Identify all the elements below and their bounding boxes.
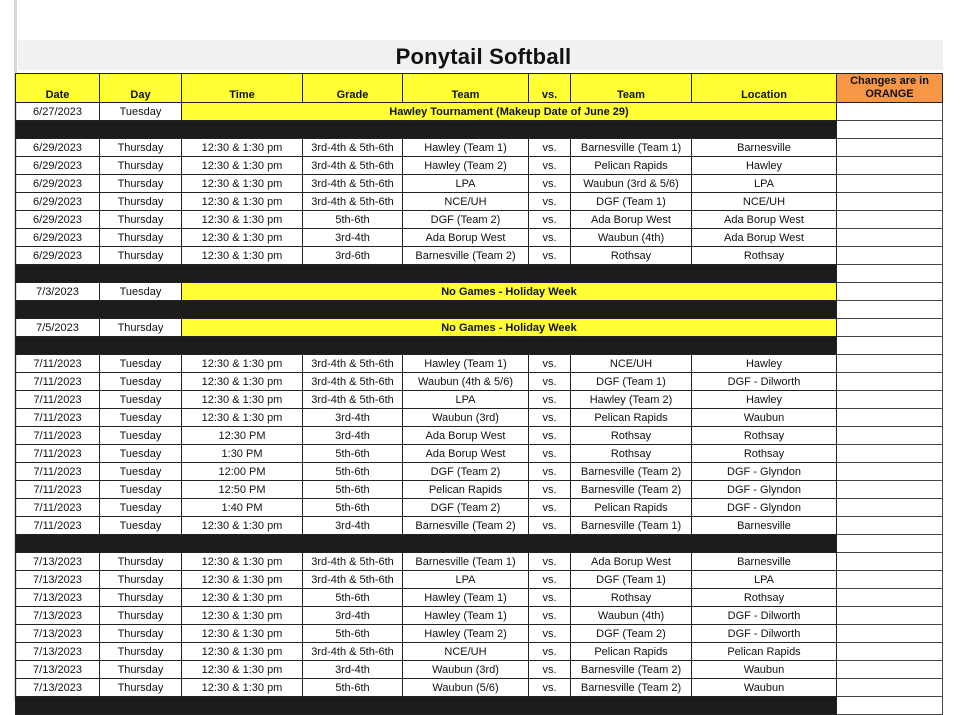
game-row [16, 463, 943, 481]
opponent-cell: Rothsay [571, 445, 692, 463]
team-cell: Waubun (3rd) [403, 661, 529, 679]
time-cell: 12:30 & 1:30 pm [182, 643, 303, 661]
location-cell: Barnesville [692, 139, 837, 157]
team-cell: Ada Borup West [403, 229, 529, 247]
vs-cell: vs. [529, 517, 571, 535]
vs-cell: vs. [529, 373, 571, 391]
date-cell: 7/13/2023 [16, 625, 100, 643]
vs-cell: vs. [529, 409, 571, 427]
date-cell: 7/11/2023 [16, 355, 100, 373]
grade-cell: 3rd-4th [303, 409, 403, 427]
grade-cell: 3rd-4th & 5th-6th [303, 553, 403, 571]
changes-cell [837, 409, 943, 427]
team-cell: Waubun (4th & 5/6) [403, 373, 529, 391]
changes-cell [837, 445, 943, 463]
grade-cell: 3rd-4th & 5th-6th [303, 139, 403, 157]
vs-cell: vs. [529, 139, 571, 157]
header-time: Time [182, 74, 303, 103]
schedule-body [16, 103, 943, 715]
day-cell: Thursday [100, 157, 182, 175]
date-cell: 6/29/2023 [16, 175, 100, 193]
header-location: Location [692, 74, 837, 103]
day-cell: Thursday [100, 193, 182, 211]
grade-cell: 3rd-6th [303, 247, 403, 265]
changes-cell [837, 499, 943, 517]
date-cell: 6/29/2023 [16, 211, 100, 229]
location-cell: Waubun [692, 679, 837, 697]
grade-cell: 3rd-4th [303, 517, 403, 535]
grade-cell: 3rd-4th & 5th-6th [303, 355, 403, 373]
grade-cell: 5th-6th [303, 481, 403, 499]
time-cell: 12:30 & 1:30 pm [182, 391, 303, 409]
team-cell: Barnesville (Team 2) [403, 247, 529, 265]
team-cell: Hawley (Team 1) [403, 355, 529, 373]
team-cell: Pelican Rapids [403, 481, 529, 499]
date-cell: 7/13/2023 [16, 553, 100, 571]
note-banner: Hawley Tournament (Makeup Date of June 29) [182, 103, 837, 121]
opponent-cell: DGF (Team 2) [571, 625, 692, 643]
opponent-cell: Barnesville (Team 2) [571, 481, 692, 499]
changes-cell [837, 283, 943, 301]
location-cell: LPA [692, 571, 837, 589]
changes-cell [837, 697, 943, 715]
time-cell: 12:30 & 1:30 pm [182, 229, 303, 247]
vs-cell: vs. [529, 193, 571, 211]
time-cell: 12:30 & 1:30 pm [182, 157, 303, 175]
grade-cell: 3rd-4th & 5th-6th [303, 193, 403, 211]
team-cell: Hawley (Team 1) [403, 589, 529, 607]
opponent-cell: Waubun (3rd & 5/6) [571, 175, 692, 193]
changes-cell [837, 337, 943, 355]
changes-cell [837, 247, 943, 265]
vs-cell: vs. [529, 211, 571, 229]
day-cell: Tuesday [100, 499, 182, 517]
grade-cell: 3rd-4th [303, 661, 403, 679]
day-cell: Tuesday [100, 445, 182, 463]
game-row [16, 589, 943, 607]
date-cell: 7/3/2023 [16, 283, 100, 301]
vs-cell: vs. [529, 589, 571, 607]
game-row [16, 157, 943, 175]
location-cell: Waubun [692, 661, 837, 679]
vs-cell: vs. [529, 571, 571, 589]
changes-cell [837, 607, 943, 625]
date-cell: 7/11/2023 [16, 463, 100, 481]
opponent-cell: Pelican Rapids [571, 643, 692, 661]
separator-row [16, 697, 943, 715]
changes-cell [837, 211, 943, 229]
time-cell: 12:30 & 1:30 pm [182, 571, 303, 589]
time-cell: 12:30 & 1:30 pm [182, 679, 303, 697]
date-cell: 7/11/2023 [16, 445, 100, 463]
vs-cell: vs. [529, 229, 571, 247]
date-cell: 7/11/2023 [16, 373, 100, 391]
changes-cell [837, 373, 943, 391]
team-cell: DGF (Team 2) [403, 211, 529, 229]
changes-cell [837, 157, 943, 175]
location-cell: Ada Borup West [692, 211, 837, 229]
day-cell: Tuesday [100, 391, 182, 409]
game-row [16, 409, 943, 427]
day-cell: Thursday [100, 247, 182, 265]
location-cell: DGF - Glyndon [692, 499, 837, 517]
team-cell: LPA [403, 571, 529, 589]
grade-cell: 5th-6th [303, 445, 403, 463]
grade-cell: 3rd-4th & 5th-6th [303, 643, 403, 661]
date-cell: 7/11/2023 [16, 409, 100, 427]
location-cell: Hawley [692, 157, 837, 175]
header-grade: Grade [303, 74, 403, 103]
day-cell: Thursday [100, 625, 182, 643]
note-row [16, 283, 943, 301]
team-cell: Ada Borup West [403, 445, 529, 463]
header-changes-note: Changes are in ORANGE [837, 74, 943, 103]
day-cell: Thursday [100, 211, 182, 229]
game-row [16, 139, 943, 157]
team-cell: Hawley (Team 2) [403, 157, 529, 175]
game-row [16, 571, 943, 589]
location-cell: Barnesville [692, 553, 837, 571]
changes-cell [837, 103, 943, 121]
game-row [16, 355, 943, 373]
location-cell: Rothsay [692, 445, 837, 463]
date-cell: 7/13/2023 [16, 661, 100, 679]
vs-cell: vs. [529, 157, 571, 175]
separator-bar [16, 337, 837, 355]
separator-bar [16, 121, 837, 139]
vs-cell: vs. [529, 661, 571, 679]
date-cell: 7/13/2023 [16, 589, 100, 607]
day-cell: Thursday [100, 229, 182, 247]
game-row [16, 661, 943, 679]
day-cell: Tuesday [100, 103, 182, 121]
page-title: Ponytail Softball [395, 44, 572, 69]
separator-row [16, 265, 943, 283]
changes-cell [837, 265, 943, 283]
day-cell: Thursday [100, 571, 182, 589]
changes-cell [837, 121, 943, 139]
time-cell: 12:30 & 1:30 pm [182, 139, 303, 157]
location-cell: Rothsay [692, 589, 837, 607]
opponent-cell: Barnesville (Team 2) [571, 463, 692, 481]
opponent-cell: Barnesville (Team 1) [571, 517, 692, 535]
opponent-cell: Barnesville (Team 2) [571, 679, 692, 697]
date-cell: 7/11/2023 [16, 427, 100, 445]
changes-cell [837, 517, 943, 535]
separator-row [16, 121, 943, 139]
opponent-cell: Ada Borup West [571, 211, 692, 229]
day-cell: Thursday [100, 661, 182, 679]
changes-cell [837, 139, 943, 157]
date-cell: 6/29/2023 [16, 139, 100, 157]
date-cell: 7/11/2023 [16, 517, 100, 535]
changes-cell [837, 625, 943, 643]
location-cell: DGF - Glyndon [692, 481, 837, 499]
date-cell: 7/11/2023 [16, 391, 100, 409]
day-cell: Thursday [100, 139, 182, 157]
date-cell: 6/27/2023 [16, 103, 100, 121]
changes-cell [837, 463, 943, 481]
location-cell: Pelican Rapids [692, 643, 837, 661]
date-cell: 6/29/2023 [16, 157, 100, 175]
team-cell: Ada Borup West [403, 427, 529, 445]
vs-cell: vs. [529, 247, 571, 265]
time-cell: 12:30 & 1:30 pm [182, 247, 303, 265]
header-row [16, 74, 943, 103]
game-row [16, 553, 943, 571]
opponent-cell: Rothsay [571, 247, 692, 265]
team-cell: Barnesville (Team 1) [403, 553, 529, 571]
grade-cell: 3rd-4th & 5th-6th [303, 391, 403, 409]
opponent-cell: Ada Borup West [571, 553, 692, 571]
opponent-cell: Waubun (4th) [571, 229, 692, 247]
day-cell: Thursday [100, 607, 182, 625]
changes-cell [837, 391, 943, 409]
game-row [16, 175, 943, 193]
game-row [16, 391, 943, 409]
location-cell: DGF - Dilworth [692, 373, 837, 391]
date-cell: 7/11/2023 [16, 481, 100, 499]
location-cell: Hawley [692, 355, 837, 373]
time-cell: 12:50 PM [182, 481, 303, 499]
grade-cell: 5th-6th [303, 589, 403, 607]
time-cell: 12:30 & 1:30 pm [182, 373, 303, 391]
game-row [16, 643, 943, 661]
schedule-table [15, 73, 943, 715]
day-cell: Thursday [100, 175, 182, 193]
day-cell: Tuesday [100, 373, 182, 391]
note-row [16, 103, 943, 121]
date-cell: 6/29/2023 [16, 193, 100, 211]
game-row [16, 373, 943, 391]
grade-cell: 3rd-4th & 5th-6th [303, 373, 403, 391]
changes-cell [837, 319, 943, 337]
game-row [16, 499, 943, 517]
opponent-cell: Waubun (4th) [571, 607, 692, 625]
team-cell: Hawley (Team 2) [403, 625, 529, 643]
grade-cell: 5th-6th [303, 463, 403, 481]
game-row [16, 211, 943, 229]
team-cell: DGF (Team 2) [403, 463, 529, 481]
separator-row [16, 301, 943, 319]
day-cell: Thursday [100, 679, 182, 697]
day-cell: Thursday [100, 319, 182, 337]
day-cell: Thursday [100, 643, 182, 661]
date-cell: 7/13/2023 [16, 679, 100, 697]
changes-cell [837, 229, 943, 247]
location-cell: Barnesville [692, 517, 837, 535]
changes-cell [837, 571, 943, 589]
time-cell: 12:30 & 1:30 pm [182, 625, 303, 643]
opponent-cell: Rothsay [571, 427, 692, 445]
location-cell: Rothsay [692, 247, 837, 265]
date-cell: 7/13/2023 [16, 571, 100, 589]
day-cell: Thursday [100, 589, 182, 607]
grade-cell: 3rd-4th & 5th-6th [303, 571, 403, 589]
time-cell: 12:30 & 1:30 pm [182, 553, 303, 571]
changes-cell [837, 481, 943, 499]
day-cell: Tuesday [100, 409, 182, 427]
vs-cell: vs. [529, 463, 571, 481]
time-cell: 1:30 PM [182, 445, 303, 463]
grade-cell: 5th-6th [303, 625, 403, 643]
changes-cell [837, 535, 943, 553]
team-cell: LPA [403, 175, 529, 193]
header-opponent-team: Team [571, 74, 692, 103]
vs-cell: vs. [529, 445, 571, 463]
time-cell: 12:30 PM [182, 427, 303, 445]
changes-cell [837, 589, 943, 607]
grade-cell: 3rd-4th [303, 607, 403, 625]
grade-cell: 5th-6th [303, 679, 403, 697]
vs-cell: vs. [529, 175, 571, 193]
location-cell: DGF - Dilworth [692, 625, 837, 643]
day-cell: Thursday [100, 553, 182, 571]
game-row [16, 193, 943, 211]
date-cell: 7/13/2023 [16, 643, 100, 661]
time-cell: 12:00 PM [182, 463, 303, 481]
time-cell: 12:30 & 1:30 pm [182, 175, 303, 193]
header-day: Day [100, 74, 182, 103]
vs-cell: vs. [529, 391, 571, 409]
changes-cell [837, 679, 943, 697]
game-row [16, 427, 943, 445]
date-cell: 6/29/2023 [16, 229, 100, 247]
day-cell: Tuesday [100, 283, 182, 301]
separator-row [16, 337, 943, 355]
time-cell: 12:30 & 1:30 pm [182, 355, 303, 373]
team-cell: NCE/UH [403, 193, 529, 211]
grade-cell: 3rd-4th & 5th-6th [303, 175, 403, 193]
team-cell: Waubun (3rd) [403, 409, 529, 427]
game-row [16, 625, 943, 643]
game-row [16, 517, 943, 535]
time-cell: 12:30 & 1:30 pm [182, 409, 303, 427]
opponent-cell: Pelican Rapids [571, 409, 692, 427]
note-banner: No Games - Holiday Week [182, 319, 837, 337]
grade-cell: 5th-6th [303, 499, 403, 517]
date-cell: 6/29/2023 [16, 247, 100, 265]
changes-cell [837, 193, 943, 211]
opponent-cell: DGF (Team 1) [571, 571, 692, 589]
opponent-cell: Pelican Rapids [571, 157, 692, 175]
location-cell: Rothsay [692, 427, 837, 445]
separator-bar [16, 265, 837, 283]
game-row [16, 229, 943, 247]
time-cell: 1:40 PM [182, 499, 303, 517]
vs-cell: vs. [529, 355, 571, 373]
team-cell: Hawley (Team 1) [403, 139, 529, 157]
opponent-cell: DGF (Team 1) [571, 193, 692, 211]
opponent-cell: Barnesville (Team 1) [571, 139, 692, 157]
separator-bar [16, 535, 837, 553]
changes-cell [837, 175, 943, 193]
separator-bar [16, 697, 837, 715]
opponent-cell: NCE/UH [571, 355, 692, 373]
changes-cell [837, 355, 943, 373]
vs-cell: vs. [529, 499, 571, 517]
date-cell: 7/13/2023 [16, 607, 100, 625]
location-cell: NCE/UH [692, 193, 837, 211]
date-cell: 7/5/2023 [16, 319, 100, 337]
header-date: Date [16, 74, 100, 103]
changes-cell [837, 427, 943, 445]
separator-bar [16, 301, 837, 319]
day-cell: Tuesday [100, 427, 182, 445]
team-cell: Hawley (Team 1) [403, 607, 529, 625]
vs-cell: vs. [529, 427, 571, 445]
location-cell: LPA [692, 175, 837, 193]
team-cell: NCE/UH [403, 643, 529, 661]
game-row [16, 607, 943, 625]
team-cell: Waubun (5/6) [403, 679, 529, 697]
location-cell: DGF - Glyndon [692, 463, 837, 481]
vs-cell: vs. [529, 679, 571, 697]
time-cell: 12:30 & 1:30 pm [182, 607, 303, 625]
time-cell: 12:30 & 1:30 pm [182, 193, 303, 211]
vs-cell: vs. [529, 481, 571, 499]
opponent-cell: Hawley (Team 2) [571, 391, 692, 409]
team-cell: Barnesville (Team 2) [403, 517, 529, 535]
location-cell: Hawley [692, 391, 837, 409]
time-cell: 12:30 & 1:30 pm [182, 211, 303, 229]
changes-cell [837, 301, 943, 319]
day-cell: Tuesday [100, 355, 182, 373]
time-cell: 12:30 & 1:30 pm [182, 517, 303, 535]
game-row [16, 247, 943, 265]
changes-cell [837, 643, 943, 661]
game-row [16, 445, 943, 463]
day-cell: Tuesday [100, 481, 182, 499]
location-cell: Ada Borup West [692, 229, 837, 247]
location-cell: DGF - Dilworth [692, 607, 837, 625]
vs-cell: vs. [529, 607, 571, 625]
vs-cell: vs. [529, 643, 571, 661]
grade-cell: 3rd-4th [303, 229, 403, 247]
game-row [16, 481, 943, 499]
grade-cell: 3rd-4th [303, 427, 403, 445]
opponent-cell: Pelican Rapids [571, 499, 692, 517]
time-cell: 12:30 & 1:30 pm [182, 589, 303, 607]
changes-cell [837, 661, 943, 679]
header-team: Team [403, 74, 529, 103]
game-row [16, 679, 943, 697]
day-cell: Tuesday [100, 517, 182, 535]
separator-row [16, 535, 943, 553]
vs-cell: vs. [529, 625, 571, 643]
grade-cell: 3rd-4th & 5th-6th [303, 157, 403, 175]
location-cell: Waubun [692, 409, 837, 427]
team-cell: DGF (Team 2) [403, 499, 529, 517]
note-row [16, 319, 943, 337]
grade-cell: 5th-6th [303, 211, 403, 229]
changes-cell [837, 553, 943, 571]
team-cell: LPA [403, 391, 529, 409]
opponent-cell: Rothsay [571, 589, 692, 607]
opponent-cell: DGF (Team 1) [571, 373, 692, 391]
opponent-cell: Barnesville (Team 2) [571, 661, 692, 679]
vs-cell: vs. [529, 553, 571, 571]
header-vs: vs. [529, 74, 571, 103]
note-banner: No Games - Holiday Week [182, 283, 837, 301]
day-cell: Tuesday [100, 463, 182, 481]
time-cell: 12:30 & 1:30 pm [182, 661, 303, 679]
date-cell: 7/11/2023 [16, 499, 100, 517]
